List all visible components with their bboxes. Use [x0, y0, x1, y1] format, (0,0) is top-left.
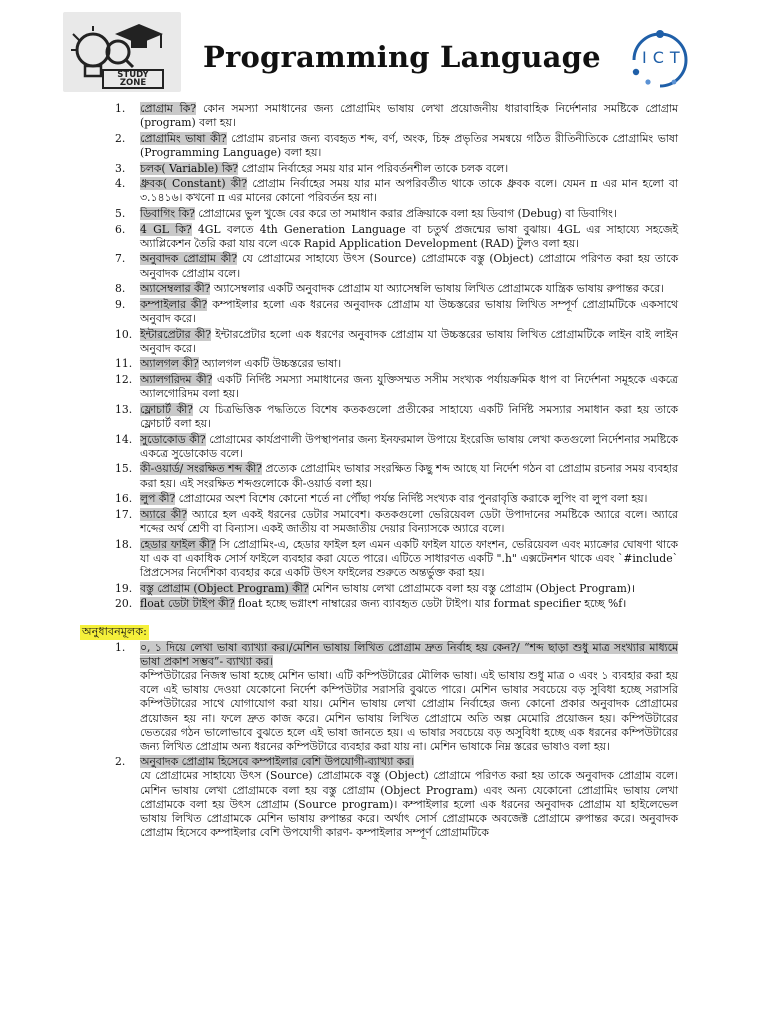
- question-text: অ্যারে কী?: [140, 507, 188, 521]
- question-item: [112, 373, 678, 401]
- answer-text: প্রোগ্রাম নির্বাহের সময় যার মান পরিবর্তনশীল তাকে চলক বলে।: [238, 161, 509, 175]
- comprehension-answer: কম্পিউটারের নিজস্ব ভাষা হচ্ছে মেশিন ভাষা। এটি কম্পিউটারের মৌলিক ভাষা। এই ভাষায় শুধু মাত্র ০ এবং ১ ব্যবহার করা হয় বলে এই ভাষায় দেওয়া যেকোনো নির্দেশ কম্পিউটার সরাসরি বুঝতে পারে। মেশিন ভাষার সবচেয়ে বড় সুবিধা হচ্ছে সরাসরি কম্পিউটারের সাথে যোগাযোগ করা যায়। মেশিন ভাষায় লেখা প্রোগ্রাম নির্বাহের জন্য কোনো প্রকার অনুবাদক প্রোগ্রামের প্রয়োজন হয় না। ফলে দ্রুত কাজ করে। মেশিন ভাষায় লিখিত প্রোগ্রামে অতি অল্প মেমোরি প্রয়োজন হয়। কম্পিউটারের ভেতরের গঠন ভালোভাবে বুঝতে হলে এই ভাষা জানতে হয়। এ ভাষার সবচেয়ে বড় অসুবিধা হচ্ছে এক ধরনের কম্পিউটারের জন্য লিখিত প্রোগ্রাম অন্য ধরনের কম্পিউটারে ব্যবহার করা যায় না। মেশিন ভাষাকে নিম্ন স্তরের ভাষাও বলা হয়।: [140, 668, 678, 753]
- question-number: 6.: [115, 222, 126, 236]
- question-number: 8.: [115, 282, 126, 296]
- comprehension-number: 2.: [115, 755, 126, 769]
- question-text: চলক( Variable) কি?: [140, 161, 239, 175]
- question-text: ডিবাগিং কি?: [140, 206, 195, 220]
- document-body: [82, 102, 678, 841]
- question-number: 2.: [115, 131, 126, 145]
- question-item: [112, 298, 678, 326]
- answer-text: প্রোগ্রাম নির্বাহের সময় যার মান অপরিবর্তীত থাকে তাকে ধ্রুবক বলে। যেমন π এর মান হলো বা ৩.১৪১৬। কখনো π এর মানের কোনো পরিবর্তন হয় না।: [140, 177, 678, 205]
- answer-text: প্রোগ্রামের কার্যপ্রণালী উপস্থাপনার জন্য ইনফরমাল উপায়ে ইংরেজি ভাষায় লেখা কতগুলো নির্দেশনার সমষ্টিকে একত্রে সুডোকোড বলে।: [140, 432, 678, 460]
- question-item: [112, 492, 678, 506]
- question-item: [112, 433, 678, 461]
- question-number: 14.: [115, 432, 133, 446]
- answer-text: ইন্টারপ্রেটার হলো এক ধরণের অনুবাদক প্রোগ্রাম যা উচ্চস্তরের ভাষায় লিখিত প্রোগ্রামটিকে লাইন বাই লাইন অনুবাদ করে।: [140, 327, 678, 355]
- question-text: প্রোগ্রাম কি?: [140, 102, 197, 115]
- question-number: 9.: [115, 297, 126, 311]
- question-number: 19.: [115, 581, 133, 595]
- answer-text: float হচ্ছে ভগ্নাংশ নাম্বারের জন্য ব্যাবহৃত ডেটা টাইপ। যার format specifier হচ্ছে %f।: [234, 597, 627, 611]
- answer-text: অ্যাসেম্বলার একটি অনুবাদক প্রোগ্রাম যা অ্যাসেম্বলি ভাষায় লিখিত প্রোগ্রামকে যান্ত্রিক ভাষায় রুপান্তর করে।: [210, 282, 664, 296]
- question-item: [112, 207, 678, 221]
- question-item: [112, 223, 678, 251]
- page-header: [0, 0, 768, 100]
- question-text: কী-ওয়ার্ড/ সংরক্ষিত শব্দ কী?: [140, 462, 262, 476]
- answer-text: যে চিত্রভিত্তিক পদ্ধতিতে বিশেষ কতকগুলো প্রতীকের সাহায্যে একটি নির্দিষ্ট সমস্যার সমাধান করা হয় তাকে ফ্লোচার্ট বলা হয়।: [140, 402, 678, 430]
- question-number: 1.: [115, 102, 126, 115]
- question-text: লুপ কী?: [140, 492, 176, 506]
- comprehension-list: [112, 641, 678, 841]
- question-number: 13.: [115, 402, 133, 416]
- question-item: [112, 162, 678, 176]
- study-zone-logo: [63, 12, 181, 92]
- question-text: float ডেটা টাইপ কী?: [140, 597, 235, 611]
- question-text: বস্তু প্রোগ্রাম (Object Program) কী?: [140, 581, 309, 595]
- ict-logo-text: ICT: [642, 48, 686, 67]
- question-item: [112, 132, 678, 160]
- page-title: Programming Language: [203, 40, 601, 74]
- question-item: [112, 508, 678, 536]
- comprehension-number: 1.: [115, 640, 126, 654]
- question-number: 12.: [115, 372, 133, 386]
- question-number: 7.: [115, 252, 126, 266]
- question-number: 11.: [115, 357, 133, 371]
- question-text: অনুবাদক প্রোগ্রাম কী?: [140, 252, 238, 266]
- answer-text: প্রোগ্রাম রচনার জন্য ব্যবহৃত শব্দ, বর্ণ, অংক, চিহ্ন প্রভৃতির সমন্বয়ে গঠিত রীতিনীতিকে প্রোগ্রামিং ভাষা (Programming Language) বলা হয়।: [140, 131, 678, 159]
- comprehension-answer: যে প্রোগ্রামের সাহায্যে উৎস (Source) প্রোগ্রামকে বস্তু (Object) প্রোগ্রামে পরিণত করা হয় তাকে অনুবাদক প্রোগ্রাম বলে। মেশিন ভাষায় লেখা প্রোগ্রামকে বলা হয় বস্তু প্রোগ্রাম (Object Program) এবং অন্য যেকোনো প্রোগ্রামিং ভাষায় লেখা প্রোগ্রামকে বলা হয় উৎস প্রোগ্রাম (Source program)। কম্পাইলার হলো এক ধরনের অনুবাদক প্রোগ্রাম যা হাইলেভেল ভাষায় লিখিত প্রোগ্রামকে মেশিন ভাষায় রুপান্তর করে। অর্থাৎ সোর্স প্রোগ্রামকে অবজেক্ট প্রোগ্রামে রুপান্তর করে। অনুবাদক প্রোগ্রাম হিসেবে কম্পাইলার বেশি উপযোগী কারণ- কম্পাইলার সম্পূর্ণ প্রোগ্রামটিকে: [140, 769, 678, 840]
- question-text: ধ্রুবক( Constant) কী?: [140, 177, 248, 191]
- question-text: ইন্টারপ্রেটার কী?: [140, 327, 212, 341]
- question-number: 20.: [115, 597, 133, 611]
- ict-logo: [622, 20, 704, 100]
- answer-text: সি প্রোগ্রামিং-এ, হেডার ফাইল হল এমন একটি ফাইল যাতে ফাংশন, ভেরিয়েবল এবং ম্যাক্রোর ঘোষণা থাকে যা এক বা একাধিক সোর্স ফাইলে ব্যবহার করা যেতে পারে। এটিতে সাধারণত একটি ".h" এক্সটেনশন থাকে এবং `#include` প্রিপ্রসেসর নির্দেশিকা ব্যবহার করে একটি উৎস ফাইলের শুরুতে অন্তর্ভুক্ত করা হয়।: [140, 537, 678, 579]
- comprehension-section: [80, 625, 678, 840]
- question-number: 5.: [115, 206, 126, 220]
- question-item: [112, 357, 678, 371]
- answer-text: প্রোগ্রামের অংশ বিশেষ কোনো শর্তে না পৌঁছা পর্যন্ত নির্দিষ্ট সংখ্যক বার পুনরাবৃত্তি করাকে লুপিং বা লুপ বলা হয়।: [175, 492, 648, 506]
- question-number: 3.: [115, 161, 126, 175]
- answer-text: মেশিন ভাষায় লেখা প্রোগ্রামকে বলা হয় বস্তু প্রোগ্রাম (Object Program)।: [308, 581, 636, 595]
- section-title: অনুধাবনমূলক:: [82, 625, 147, 639]
- answer-text: একটি নির্দিষ্ট সমস্যা সমাধানের জন্য যুক্তিসম্মত সসীম সংখ্যক পর্যায়ক্রমিক ধাপ বা নির্দেশনা সমূহকে একত্রে অ্যালগোরিদম বলা হয়।: [140, 372, 678, 401]
- answer-text: প্রোগ্রামের ভুল খুজে বের করে তা সমাধান করার প্রক্রিয়াকে বলা হয় ডিবাগ (Debug) বা ডিবাগিং।: [194, 206, 617, 220]
- answer-text: প্রত্যেক প্রোগ্রামিং ভাষার সংরক্ষিত কিছু শব্দ আছে যা নির্দেশ গঠন বা প্রোগ্রাম রচনার সময় ব্যবহার করা হয়। এই সংরক্ষিত শব্দগুলোকে কী-ওয়ার্ড বলা হয়।: [140, 462, 678, 490]
- question-item: [112, 282, 678, 296]
- question-item: [112, 403, 678, 431]
- question-text: প্রোগ্রামিং ভাষা কী?: [140, 131, 227, 145]
- question-number: 18.: [115, 537, 133, 551]
- answer-text: কম্পাইলার হলো এক ধরনের অনুবাদক প্রোগ্রাম যা উচ্চস্তরের ভাষায় লিখিত সম্পূর্ণ প্রোগ্রামটিকে একসাথে অনুবাদ করে।: [140, 297, 678, 325]
- question-item: [112, 597, 678, 611]
- answer-text: কোন সমস্যা সমাধানের জন্য প্রোগ্রামিং ভাষায় লেখা প্রয়োজনীয় ধারাবাহিক নির্দেশনার সমষ্টিকে প্রোগ্রাম (program) বলা হয়।: [140, 102, 678, 130]
- question-number: 16.: [115, 492, 133, 506]
- question-text: 4 GL কি?: [140, 222, 192, 236]
- question-text: হেডার ফাইল কী?: [140, 537, 216, 551]
- comprehension-question: [112, 755, 678, 769]
- question-item: [112, 462, 678, 490]
- answer-text: 4GL বলতে 4th Generation Language বা চতুর্থ প্রজন্মের ভাষা বুঝায়। 4GL এর সাহায্যে সহজেই অ্যাপ্লিকেশন তৈরি করা যায় বলে একে Rapid Application Development (RAD) টুলও বলা হয়।: [140, 222, 678, 250]
- answer-text: যে প্রোগ্রামের সাহায্যে উৎস (Source) প্রোগ্রামকে বস্তু (Object) প্রোগ্রামে পরিণত করা হয় তাকে অনুবাদক প্রোগ্রাম বলে।: [140, 252, 678, 280]
- question-text: ফ্লোচার্ট কী?: [140, 402, 193, 416]
- answer-text: অ্যালগল একটি উচ্চস্তরের ভাষা।: [198, 357, 342, 371]
- question-list: [112, 102, 678, 611]
- answer-text: অ্যারে হল একই ধরনের ডেটার সমাবেশ। কতকগুলো ভেরিয়েবল ডেটা উপাদানের সমষ্টিকে অ্যারে বলে। অ্যারে শব্দের অর্থ শ্রেণী বা বিন্যাস। একই জাতীয় বা সমজাতীয় দেয়ার বিন্যাসকে অ্যারে বলে।: [140, 507, 678, 535]
- question-text: অ্যালগল কী?: [140, 357, 199, 371]
- question-item: [112, 582, 678, 596]
- question-text: অ্যালগরিদম কী?: [140, 372, 213, 386]
- comprehension-question: [112, 641, 678, 669]
- question-item: [112, 252, 678, 280]
- question-number: 4.: [115, 177, 126, 191]
- study-zone-logo-text: STUDY ZONE: [117, 70, 149, 88]
- question-text: অ্যাসেম্বলার কী?: [140, 282, 211, 296]
- question-item: [112, 328, 678, 356]
- question-number: 17.: [115, 507, 133, 521]
- question-number: 10.: [115, 327, 133, 341]
- question-number: 15.: [115, 462, 133, 476]
- question-item: [112, 538, 678, 581]
- comprehension-question-text: ০, ১ দিয়ে লেখা ভাষা ব্যাখ্যা কর।/মেশিন ভাষায় লিখিত প্রোগ্রাম দ্রুত নির্বাহ হয় কেন?/ “শব্দ ছাড়া শুধু মাত্র সংখ্যার মাধ্যমে ভাষা প্রকাশ সম্ভব”- ব্যাখ্যা কর।: [140, 640, 678, 668]
- question-text: সুডোকোড কী?: [140, 432, 206, 446]
- question-text: কম্পাইলার কী?: [140, 297, 208, 311]
- comprehension-question-text: অনুবাদক প্রোগ্রাম হিসেবে কম্পাইলার বেশি উপযোগী-ব্যাখ্যা কর।: [140, 755, 415, 769]
- question-item: [112, 177, 678, 205]
- question-item: [112, 102, 678, 130]
